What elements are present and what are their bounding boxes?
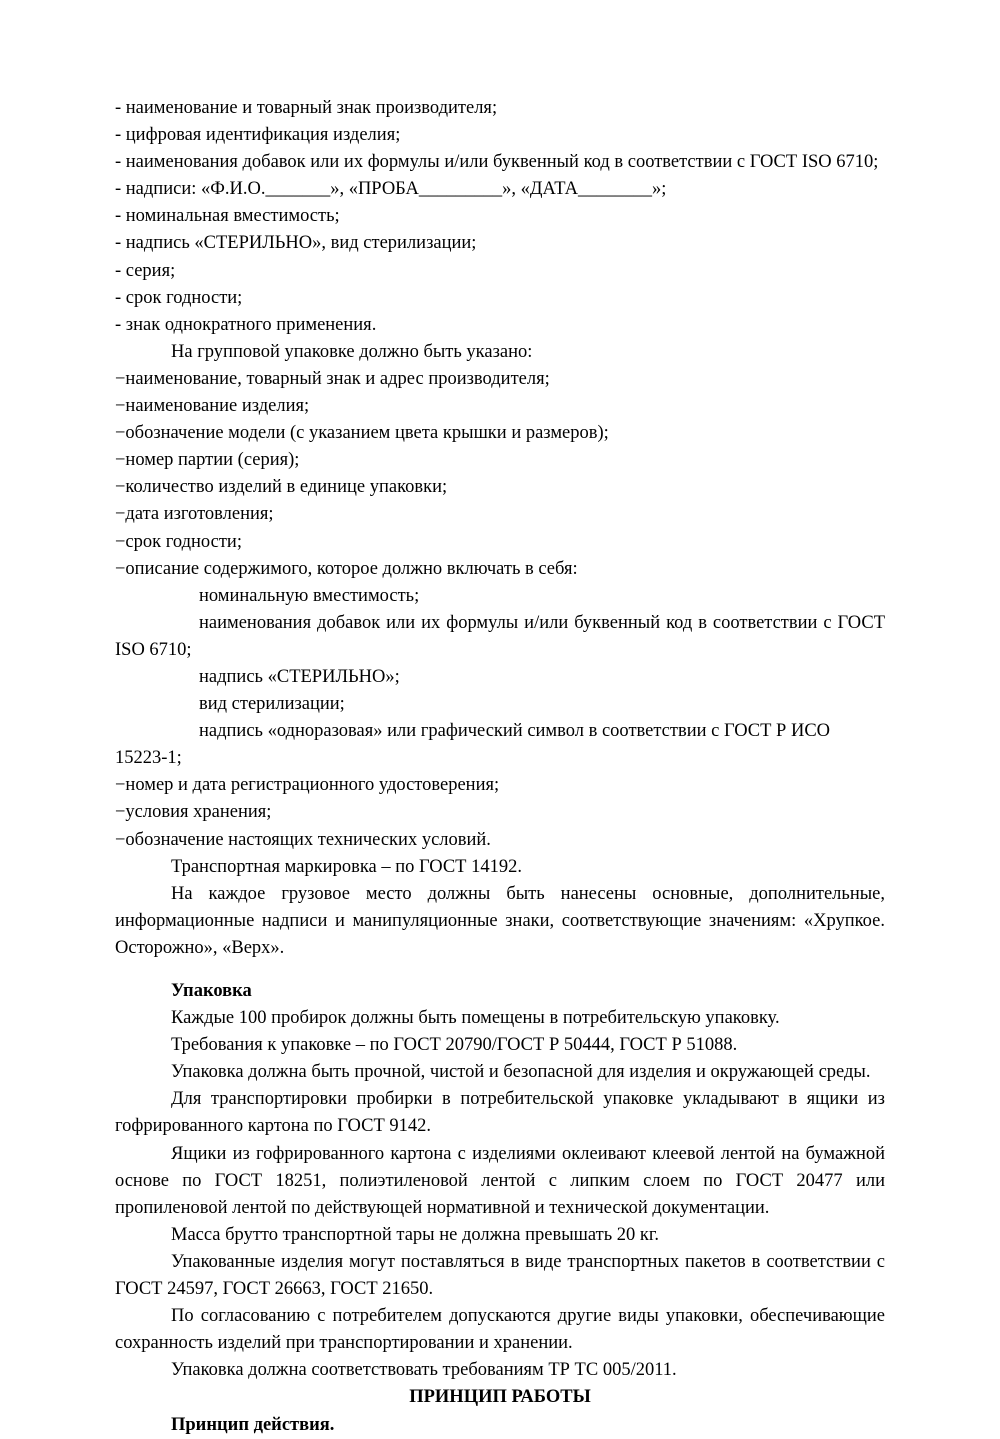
- content-subitem: надпись «одноразовая» или графический символ в соответствии с ГОСТ Р ИСО 15223-1;: [115, 721, 831, 769]
- bullet-line: - наименование и товарный знак производителя;: [115, 98, 498, 118]
- packaging-paragraph: Упаковка должна соответствовать требованиям ТР ТС 005/2011.: [171, 1360, 677, 1381]
- principle-heading: Принцип действия.: [171, 1414, 335, 1435]
- group-package-item: −наименование изделия;: [115, 396, 310, 417]
- group-package-item: −номер партии (серия);: [115, 450, 300, 471]
- packaging-paragraph: Упаковка должна быть прочной, чистой и безопасной для изделия и окружающей среды.: [171, 1062, 871, 1083]
- packaging-paragraph: Требования к упаковке – по ГОСТ 20790/ГОСТ Р 50444, ГОСТ Р 51088.: [171, 1035, 738, 1056]
- group-package-item: −обозначение модели (с указанием цвета крышки и размеров);: [115, 423, 609, 444]
- packaging-paragraph: По согласованию с потребителем допускаются другие виды упаковки, обеспечивающие сохранность изделий при транспортировании и хранении.: [115, 1306, 885, 1354]
- content-subitem: вид стерилизации;: [199, 694, 345, 715]
- group-package-item: −номер и дата регистрационного удостоверения;: [115, 775, 500, 796]
- group-package-item: −описание содержимого, которое должно включать в себя:: [115, 558, 578, 579]
- document-body: [115, 95, 885, 1439]
- transport-marking-paragraph: Транспортная маркировка – по ГОСТ 14192.: [171, 856, 522, 877]
- packaging-paragraph: Каждые 100 пробирок должны быть помещены в потребительскую упаковку.: [171, 1008, 780, 1029]
- packaging-paragraph: Масса брутто транспортной тары не должна превышать 20 кг.: [171, 1224, 660, 1245]
- packaging-paragraph: Упакованные изделия могут поставляться в виде транспортных пакетов в соответствии с ГОСТ 24597, ГОСТ 26663, ГОСТ 21650.: [115, 1251, 885, 1300]
- bullet-line: - знак однократного применения.: [115, 314, 377, 335]
- content-subitem: номинальную вместимость;: [199, 585, 420, 606]
- bullet-line: - надпись «СТЕРИЛЬНО», вид стерилизации;: [115, 233, 477, 254]
- group-package-item: −наименование, товарный знак и адрес производителя;: [115, 368, 550, 389]
- group-package-item: −обозначение настоящих технических условий.: [115, 829, 491, 850]
- group-package-intro: На групповой упаковке должно быть указано:: [171, 341, 533, 362]
- packaging-heading: Упаковка: [171, 981, 252, 1001]
- bullet-line: - надписи: «Ф.И.О._______», «ПРОБА_________», «ДАТА________»;: [115, 179, 667, 200]
- cargo-paragraph: На каждое грузовое место должны быть нанесены основные, дополнительные, информационные надписи и манипуляционные знаки, соответствующие значениям: «Хрупкое. Осторожно», «Верх».: [115, 883, 885, 958]
- group-package-item: −условия хранения;: [115, 802, 272, 823]
- group-package-item: −количество изделий в единице упаковки;: [115, 477, 448, 498]
- packaging-paragraph: Для транспортировки пробирки в потребительской упаковке укладывают в ящики из гофрированного картона по ГОСТ 9142.: [115, 1089, 885, 1137]
- spacer: [115, 962, 885, 978]
- group-package-item: −дата изготовления;: [115, 504, 274, 525]
- content-subitem: надпись «СТЕРИЛЬНО»;: [199, 666, 400, 687]
- bullet-line: - номинальная вместимость;: [115, 206, 340, 227]
- bullet-line: - серия;: [115, 260, 176, 281]
- bullet-line: - срок годности;: [115, 287, 243, 308]
- group-package-item: −срок годности;: [115, 531, 242, 552]
- bullet-line: - цифровая идентификация изделия;: [115, 125, 401, 146]
- content-subitem: наименования добавок или их формулы и/или буквенный код в соответствии с ГОСТ ISO 6710;: [115, 612, 885, 660]
- packaging-paragraph: Ящики из гофрированного картона с изделиями оклеивают клеевой лентой на бумажной основе по ГОСТ 18251, полиэтиленовой лентой с липким слоем по ГОСТ 20477 или пропиленовой лентой по действующей нормативной и технической документации.: [115, 1143, 885, 1218]
- bullet-line: - наименования добавок или их формулы и/или буквенный код в соответствии с ГОСТ ISO 6710;: [115, 152, 879, 173]
- section-title: ПРИНЦИП РАБОТЫ: [409, 1387, 591, 1408]
